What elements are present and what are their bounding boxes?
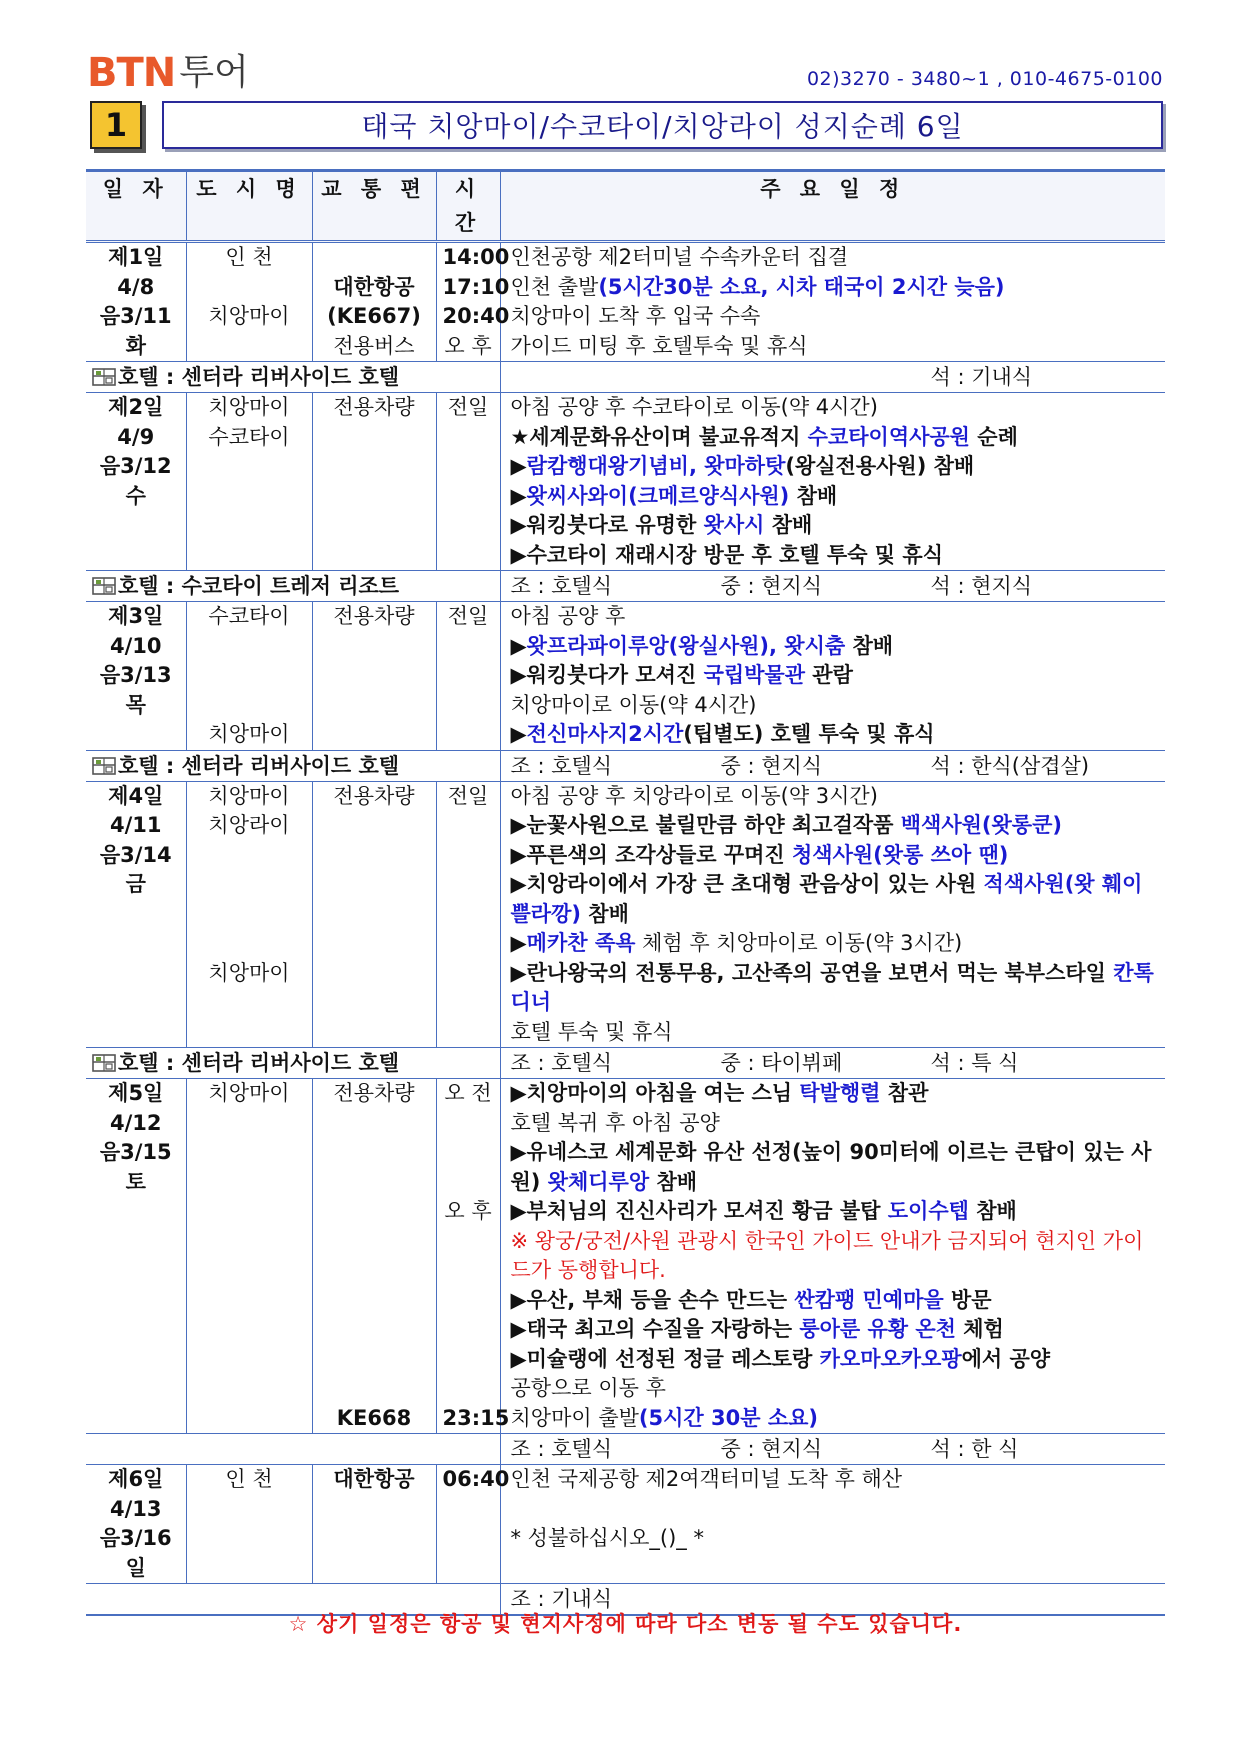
city-line — [193, 841, 306, 871]
schedule-line — [511, 452, 1160, 482]
hotel-meal-row — [86, 571, 1165, 602]
schedule-line — [511, 841, 1160, 871]
schedule-line — [511, 929, 1160, 959]
logo-btn-text: BTN — [87, 50, 176, 96]
time-spacer — [443, 1109, 494, 1139]
time-line: 전일 — [447, 395, 489, 419]
schedule-text: 인천 국제공항 제2여객터미널 도착 후 해산 — [510, 1467, 903, 1491]
schedule-line — [511, 602, 1160, 632]
col-header-date: 일 자 — [86, 171, 186, 242]
day-line: 제2일 — [108, 395, 164, 419]
hotel-icon — [92, 1053, 116, 1073]
day-cell — [86, 393, 186, 571]
meal-item: 석 : 한 식 — [930, 1437, 1019, 1461]
schedule-text-bold: ▶태국 최고의 수질을 자랑하는 — [510, 1317, 800, 1341]
schedule-text-bold: ▶우산, 부채 등을 손수 만드는 — [510, 1287, 795, 1312]
schedule-text-bold: 순례 — [969, 424, 1018, 449]
meal-list — [511, 1048, 1160, 1078]
schedule-text-bold: (팁별도) 호텔 투숙 및 휴식 — [683, 722, 935, 746]
schedule-text-hl: 왓프라파이루앙(왕실사원), 왓시춤 — [526, 633, 846, 658]
transport-spacer — [319, 1168, 430, 1198]
transport-cell — [312, 602, 436, 751]
day-line: 금 — [125, 872, 146, 896]
schedule-cell — [500, 1079, 1165, 1434]
day-line: 음3/14 — [99, 842, 172, 867]
time-spacer — [443, 1256, 494, 1286]
schedule-text-bold: 참배 — [764, 513, 813, 537]
transport-line: KE668 — [336, 1405, 412, 1430]
city-line — [193, 870, 306, 900]
table-header-row — [86, 171, 1165, 242]
logo-tour-text: 투어 — [179, 52, 249, 93]
schedule-text: 아침 공양 후 — [510, 604, 626, 628]
schedule-cell — [500, 242, 1165, 362]
schedule-cell — [500, 1465, 1165, 1584]
time-line: 전일 — [447, 604, 489, 628]
city-line — [193, 332, 306, 362]
transport-line: 전용차량 — [333, 604, 415, 628]
hotel-cell — [86, 750, 500, 781]
hotel-name: 호텔 : 센터라 리버사이드 호텔 — [118, 1051, 400, 1075]
day-line: 음3/13 — [99, 663, 172, 687]
transport-line: 전용차량 — [333, 395, 415, 419]
time-line: 14:00 — [442, 245, 510, 269]
schedule-text-bold: (왕실전용사원) 참배 — [785, 454, 975, 478]
day-line: 4/12 — [109, 1110, 162, 1135]
schedule-line — [511, 1404, 1160, 1434]
city-line — [193, 273, 306, 303]
city-line — [193, 900, 306, 930]
schedule-line — [511, 1465, 1160, 1495]
schedule-text-hl: 싼캄팽 민예마을 — [794, 1287, 944, 1312]
schedule-text-bold: ▶치앙라이에서 가장 큰 초대형 관음상이 있는 사원 — [510, 872, 984, 896]
schedule-text-bold: 체험 — [955, 1317, 1004, 1341]
meal-cell — [500, 1434, 1165, 1465]
hotel-cell — [86, 1048, 500, 1079]
meal-item: 석 : 특 식 — [930, 1051, 1019, 1075]
transport-line: 전용차량 — [333, 783, 415, 808]
col-header-time: 시 간 — [436, 171, 500, 242]
day-line: 제3일 — [108, 604, 164, 628]
time-cell — [436, 1079, 510, 1434]
day-cell — [86, 1465, 186, 1584]
transport-spacer — [319, 1256, 430, 1286]
time-cell — [436, 393, 500, 571]
hotel-meal-row — [86, 1048, 1165, 1079]
schedule-text-bold: ▶ — [510, 722, 527, 746]
day-line: 화 — [125, 333, 146, 358]
schedule-text — [511, 1497, 518, 1521]
day-cell — [86, 781, 186, 1048]
schedule-text-hl: 백색사원(왓롱쿤) — [900, 813, 1062, 837]
itinerary-table — [86, 169, 1165, 1616]
schedule-text-bold: ▶푸른색의 조각상들로 꾸며진 — [510, 842, 793, 867]
time-cell — [436, 242, 510, 362]
meal-list — [511, 571, 1160, 601]
city-line: 치앙마이 — [208, 1081, 290, 1105]
schedule-line — [511, 959, 1160, 1018]
day-line: 음3/11 — [99, 304, 172, 328]
transport-spacer — [319, 1315, 430, 1345]
col-header-city: 도 시 명 — [186, 171, 312, 242]
footer-note: ☆ 상기 일정은 항공 및 현지사정에 따라 다소 변동 될 수도 있습니다. — [288, 1612, 963, 1636]
hotel-cell — [86, 571, 500, 602]
schedule-text-bold: ▶미슐랭에 선정된 정글 레스토랑 — [510, 1346, 820, 1371]
schedule-line — [511, 1079, 1160, 1109]
schedule-text-bold: ▶ — [510, 454, 527, 478]
time-spacer — [443, 1315, 494, 1345]
hotel-name: 호텔 : 센터라 리버사이드 호텔 — [118, 365, 400, 389]
day-cell — [86, 602, 186, 751]
page-title: 태국 치앙마이/수코타이/치앙라이 성지순례 6일 — [162, 101, 1163, 149]
schedule-text-bold: 참배 — [789, 483, 838, 508]
city-cell — [186, 1079, 312, 1434]
day-line: 음3/15 — [99, 1140, 172, 1164]
time-line: 오 전 — [444, 1081, 492, 1105]
meal-item: 조 : 호텔식 — [510, 574, 613, 598]
schedule-line — [511, 243, 1160, 273]
schedule-text-hl: 도이수텝 — [887, 1199, 969, 1223]
schedule-line — [511, 1227, 1160, 1286]
time-line: 06:40 — [442, 1467, 510, 1491]
day-line: 음3/16 — [99, 1526, 172, 1550]
transport-line — [319, 243, 430, 273]
time-line: 20:40 — [442, 304, 510, 328]
schedule-text: 인천 출발 — [510, 274, 599, 299]
schedule-line — [511, 273, 1160, 303]
col-header-transport: 교 통 편 — [312, 171, 436, 242]
time-line: 오 후 — [444, 333, 492, 358]
schedule-line — [511, 1374, 1160, 1404]
schedule-line — [511, 1018, 1160, 1048]
city-line: 치앙라이 — [208, 813, 290, 837]
schedule-text-bold: ▶수코타이 재래시장 방문 후 호텔 투숙 및 휴식 — [510, 542, 943, 567]
schedule-text-hl: 적색사원(왓 훼이 쁠라깡) — [510, 872, 1143, 926]
meal-item: 조 : 호텔식 — [510, 1437, 613, 1461]
schedule-line — [511, 1138, 1160, 1197]
schedule-line — [511, 782, 1160, 812]
time-spacer — [443, 1138, 494, 1168]
schedule-cell — [500, 393, 1165, 571]
schedule-text-hl: 왓씨사와이(크메르양식사원) — [526, 483, 790, 508]
phone-numbers: 02)3270 - 3480~1 , 010-4675-0100 — [806, 68, 1163, 90]
time-spacer — [443, 1286, 494, 1316]
hotel-meal-row — [86, 1434, 1165, 1465]
schedule-text-bold: ▶유네스코 세계문화 유산 선정(높이 90미터에 이르는 큰탑이 있는 사원) — [510, 1140, 1152, 1194]
day-line: 4/11 — [109, 813, 162, 837]
hotel-meal-row — [86, 362, 1165, 393]
day-line: 토 — [125, 1169, 146, 1194]
city-line: 치앙마이 — [208, 304, 290, 328]
schedule-text-bold: 방문 — [943, 1287, 992, 1312]
meal-item: 조 : 호텔식 — [510, 1051, 613, 1075]
city-cell — [186, 393, 312, 571]
hotel-icon — [92, 576, 116, 596]
time-spacer — [443, 1374, 494, 1404]
schedule-line — [511, 511, 1160, 541]
meal-cell — [500, 571, 1165, 602]
transport-spacer — [319, 1138, 430, 1168]
meal-list — [511, 751, 1160, 781]
day-line: 제4일 — [108, 783, 164, 808]
schedule-text-hl: 국립박물관 — [703, 663, 805, 687]
schedule-text-hl: 전신마사지2시간 — [526, 722, 684, 746]
transport-line: 대한항공 — [333, 1467, 415, 1491]
schedule-text-bold: ★세계문화유산이며 불교유적지 — [510, 424, 808, 449]
time-line: 오 후 — [444, 1199, 492, 1223]
schedule-text-bold: ▶ — [510, 633, 527, 658]
schedule-text-bold: ▶ — [510, 483, 527, 508]
schedule-line — [511, 632, 1160, 662]
transport-line: 대한항공 — [333, 274, 415, 299]
schedule-cell — [500, 602, 1165, 751]
time-line: 17:10 — [442, 274, 510, 299]
city-line: 수코타이 — [208, 424, 290, 449]
schedule-text: 체험 후 치앙마이로 이동(약 3시간) — [635, 931, 963, 955]
city-line — [193, 929, 306, 959]
schedule-line — [511, 1286, 1160, 1316]
time-cell — [436, 781, 500, 1048]
day-row — [86, 242, 1165, 362]
schedule-line — [511, 302, 1160, 332]
schedule-text: 호텔 복귀 후 아침 공양 — [510, 1110, 720, 1135]
schedule-line — [511, 1495, 1160, 1525]
day-line: 4/13 — [109, 1496, 162, 1521]
col-header-schedule: 주 요 일 정 — [500, 171, 1165, 242]
meal-item: 석 : 기내식 — [930, 365, 1033, 389]
schedule-line — [511, 482, 1160, 512]
day-row — [86, 393, 1165, 571]
schedule-text-hl: 카오마오카오팡 — [819, 1346, 962, 1371]
day-line: 4/8 — [117, 274, 155, 299]
day-line: 제6일 — [108, 1467, 164, 1491]
day-cell — [86, 1079, 186, 1434]
time-line: 23:15 — [442, 1405, 510, 1430]
city-line: 치앙마이 — [208, 960, 290, 985]
day-row — [86, 602, 1165, 751]
schedule-text-hl: 람캄행대왕기념비, 왓마하탓 — [526, 454, 786, 478]
meal-item — [511, 362, 931, 392]
schedule-line — [511, 1524, 1160, 1554]
day-line: 음3/12 — [99, 454, 172, 478]
hotel-cell — [86, 362, 500, 393]
meal-item: 중 : 현지식 — [720, 574, 823, 598]
day-row — [86, 1079, 1165, 1434]
time-spacer — [443, 1168, 494, 1198]
schedule-text-bold: ▶란나왕국의 전통무용, 고산족의 공연을 보면서 먹는 북부스타일 — [510, 960, 1114, 985]
schedule-text: * 성불하십시오_()_ * — [510, 1526, 704, 1550]
schedule-text-hl: (5시간30분 소요, 시차 태국이 2시간 늦음) — [598, 274, 1005, 299]
meal-item: 중 : 현지식 — [720, 1437, 823, 1461]
hotel-meal-row — [86, 750, 1165, 781]
city-line — [193, 661, 306, 691]
schedule-text-bold: 참관 — [880, 1081, 929, 1105]
city-line: 수코타이 — [208, 604, 290, 628]
schedule-text-hl: 룽아룬 유황 온천 — [799, 1317, 956, 1341]
schedule-text-hl: 칸톡디너 — [510, 960, 1154, 1014]
transport-cell — [312, 242, 436, 362]
schedule-line — [511, 1109, 1160, 1139]
schedule-text: 치앙마이 도착 후 입국 수속 — [510, 304, 761, 328]
schedule-line — [511, 691, 1160, 721]
schedule-text-bold: 관람 — [805, 663, 853, 687]
city-line: 치앙마이 — [208, 395, 290, 419]
hotel-name: 호텔 : 센터라 리버사이드 호텔 — [118, 753, 400, 778]
transport-spacer — [319, 1345, 430, 1375]
day-line: 수 — [125, 483, 146, 508]
city-cell — [186, 781, 312, 1048]
city-cell — [186, 1465, 312, 1584]
transport-cell — [312, 393, 436, 571]
schedule-line — [511, 393, 1160, 423]
day-line: 제1일 — [108, 245, 164, 269]
schedule-text: 아침 공양 후 수코타이로 이동(약 4시간) — [510, 395, 878, 419]
transport-cell — [312, 1079, 436, 1434]
schedule-text-bold: ▶워킹붓다로 유명한 — [510, 513, 704, 537]
time-cell — [436, 1465, 510, 1584]
transport-spacer — [319, 1109, 430, 1139]
transport-line: 전용버스 — [333, 333, 415, 358]
day-line: 4/10 — [109, 633, 162, 658]
hotel-cell — [86, 1434, 500, 1465]
day-line: 일 — [125, 1555, 146, 1580]
transport-line: (KE667) — [327, 304, 421, 328]
transport-spacer — [319, 1286, 430, 1316]
day-line: 제5일 — [108, 1081, 164, 1105]
schedule-text-hl: 청색사원(왓롱 쓰아 땐) — [792, 842, 1009, 867]
schedule-line — [511, 661, 1160, 691]
schedule-text: 치앙마이로 이동(약 4시간) — [510, 692, 757, 717]
schedule-text: 가이드 미팅 후 호텔투숙 및 휴식 — [510, 333, 808, 358]
city-line: 인 천 — [225, 245, 273, 269]
meal-item: 석 : 현지식 — [930, 574, 1033, 598]
transport-cell — [312, 1465, 436, 1584]
meal-item: 석 : 한식(삼겹살) — [930, 753, 1090, 778]
meal-item: 조 : 기내식 — [510, 1587, 613, 1611]
schedule-text-bold: 참배 — [968, 1199, 1017, 1223]
schedule-text-hl: (5시간 30분 소요) — [638, 1405, 818, 1430]
schedule-cell — [500, 781, 1165, 1048]
hotel-icon — [92, 367, 116, 387]
transport-spacer — [319, 1374, 430, 1404]
schedule-text-hl: 왓체디루앙 — [547, 1169, 650, 1194]
meal-cell — [500, 750, 1165, 781]
schedule-text-bold: 참배 — [845, 633, 894, 658]
transport-line: 전용차량 — [333, 1081, 415, 1105]
city-line — [193, 632, 306, 662]
itinerary-number: 1 — [90, 101, 142, 149]
time-spacer — [443, 1227, 494, 1257]
itinerary-body — [86, 242, 1165, 1616]
schedule-line — [511, 1197, 1160, 1227]
city-line — [193, 691, 306, 721]
city-line: 치앙마이 — [208, 722, 290, 746]
brand-logo — [87, 52, 249, 94]
schedule-text-bold: 참배 — [580, 901, 629, 926]
day-row — [86, 781, 1165, 1048]
day-line: 4/9 — [117, 424, 155, 449]
meal-list — [511, 362, 1160, 392]
schedule-line — [511, 1315, 1160, 1345]
schedule-line — [511, 811, 1160, 841]
schedule-text-bold: 에서 공양 — [961, 1346, 1051, 1371]
transport-spacer — [319, 1197, 430, 1227]
city-line: 인 천 — [225, 1467, 273, 1491]
city-cell — [186, 242, 312, 362]
hotel-icon — [92, 756, 116, 776]
city-cell — [186, 602, 312, 751]
schedule-line — [511, 332, 1160, 362]
meal-cell — [500, 1048, 1165, 1079]
schedule-text: 인천공항 제2터미널 수속카운터 집결 — [510, 245, 849, 269]
meal-cell — [500, 362, 1165, 393]
schedule-text-bold: ▶치앙마이의 아침을 여는 스님 — [510, 1081, 800, 1105]
schedule-text-hl: 메카찬 족욕 — [526, 931, 636, 955]
schedule-text-bold: 참배 — [649, 1169, 698, 1194]
schedule-text-hl: 탁발행렬 — [799, 1081, 881, 1105]
meal-item: 중 : 현지식 — [720, 753, 823, 778]
schedule-text: 공항으로 이동 후 — [510, 1376, 666, 1400]
time-spacer — [443, 1345, 494, 1375]
meal-item: 조 : 호텔식 — [510, 753, 613, 778]
schedule-text-bold: ▶ — [510, 931, 527, 955]
schedule-line — [511, 541, 1160, 571]
transport-spacer — [319, 1227, 430, 1257]
city-line: 치앙마이 — [208, 783, 290, 808]
meal-list — [511, 1434, 1160, 1464]
schedule-text-hl: 왓사시 — [703, 513, 765, 537]
schedule-text-hl: 수코타이역사공원 — [807, 424, 970, 449]
schedule-line — [511, 423, 1160, 453]
schedule-line — [511, 720, 1160, 750]
day-cell — [86, 242, 186, 362]
schedule-text: 치앙마이 출발 — [510, 1405, 639, 1430]
schedule-text: 호텔 투숙 및 휴식 — [510, 1019, 673, 1044]
day-line: 목 — [125, 692, 146, 717]
hotel-name: 호텔 : 수코타이 트레저 리조트 — [118, 574, 400, 598]
schedule-text-bold: ▶부처님의 진신사리가 모셔진 황금 불탑 — [510, 1199, 888, 1223]
schedule-text-bold: ▶눈꽃사원으로 불릴만큼 하얀 최고걸작품 — [510, 813, 901, 837]
day-row — [86, 1465, 1165, 1584]
time-cell — [436, 602, 500, 751]
schedule-text: 아침 공양 후 치앙라이로 이동(약 3시간) — [510, 783, 878, 808]
schedule-text-red: ※ 왕궁/궁전/사원 관광시 한국인 가이드 안내가 금지되어 현지인 가이드가 동행합니다. — [510, 1228, 1144, 1282]
schedule-line — [511, 1345, 1160, 1375]
schedule-line — [511, 870, 1160, 929]
transport-cell — [312, 781, 436, 1048]
meal-item: 중 : 타이뷔페 — [720, 1051, 843, 1075]
time-line: 전일 — [447, 783, 489, 808]
schedule-text-bold: ▶워킹붓다가 모셔진 — [510, 663, 704, 687]
